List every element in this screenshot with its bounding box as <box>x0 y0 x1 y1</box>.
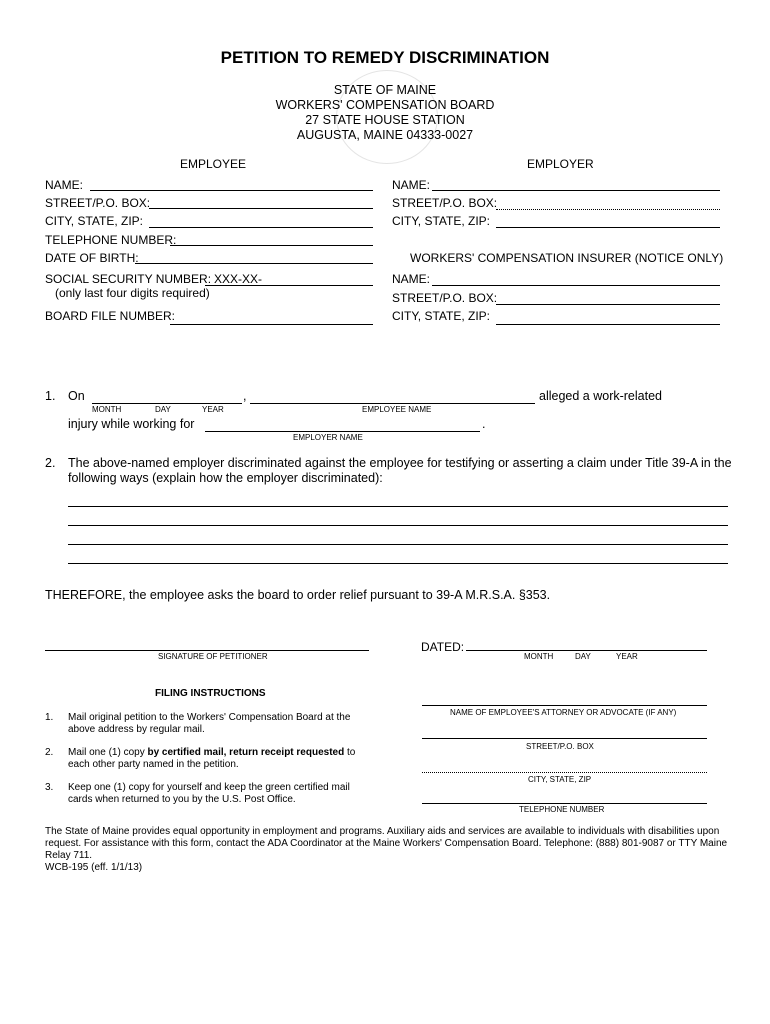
instruction-1-line2: above address by regular mail. <box>68 724 205 735</box>
employee-street-label: STREET/P.O. BOX: <box>45 196 151 210</box>
employee-heading: EMPLOYEE <box>180 157 247 171</box>
instruction-3-line2: cards when returned to you by the U.S. Post Office. <box>68 794 296 805</box>
insurer-name-label: NAME: <box>392 272 431 286</box>
attorney-name-caption: NAME OF EMPLOYEE'S ATTORNEY OR ADVOCATE (IF ANY) <box>450 708 677 717</box>
item2-number: 2. <box>45 456 56 470</box>
year-caption: YEAR <box>202 405 224 414</box>
signature-caption: SIGNATURE OF PETITIONER <box>158 652 268 661</box>
insurer-street-field[interactable] <box>496 304 720 305</box>
agency-line-3: 27 STATE HOUSE STATION <box>305 113 465 127</box>
employee-name-caption: EMPLOYEE NAME <box>362 405 432 414</box>
form-title: PETITION TO REMEDY DISCRIMINATION <box>220 48 550 67</box>
instruction-3-number: 3. <box>45 782 54 793</box>
employer-name-caption: EMPLOYER NAME <box>293 433 363 442</box>
therefore-statement: THEREFORE, the employee asks the board to order relief pursuant to 39-A M.R.S.A. §353. <box>45 588 551 602</box>
day-caption: DAY <box>155 405 171 414</box>
instruction-1-line1: Mail original petition to the Workers' Compensation Board at the <box>68 712 351 723</box>
insurer-street-label: STREET/P.O. BOX: <box>392 291 498 305</box>
employee-city-field[interactable] <box>149 227 373 228</box>
employer-city-label: CITY, STATE, ZIP: <box>392 214 491 228</box>
agency-line-2: WORKERS' COMPENSATION BOARD <box>275 98 495 112</box>
form-id: WCB-195 (eff. 1/1/13) <box>45 862 143 873</box>
item1-alleged: alleged a work-related <box>539 389 662 403</box>
employee-dob-field[interactable] <box>135 263 373 264</box>
employer-heading: EMPLOYER <box>527 157 594 171</box>
explanation-line-4[interactable] <box>68 563 728 564</box>
employer-street-field[interactable] <box>496 209 720 210</box>
employer-name-field[interactable] <box>432 190 720 191</box>
employee-phone-label: TELEPHONE NUMBER: <box>45 233 177 247</box>
attorney-street-caption: STREET/P.O. BOX <box>526 742 594 751</box>
attorney-phone-field[interactable] <box>422 803 707 804</box>
dated-label: DATED: <box>421 640 465 654</box>
dated-month-caption: MONTH <box>524 652 554 661</box>
employee-name-field[interactable] <box>90 190 373 191</box>
employee-city-label: CITY, STATE, ZIP: <box>45 214 144 228</box>
dated-day-caption: DAY <box>575 652 591 661</box>
footer-line-1: The State of Maine provides equal opportunity in employment and programs. Auxiliary aids and services are available to individuals with disabilities upon <box>45 826 720 837</box>
employee-phone-field[interactable] <box>170 245 373 246</box>
footer-line-2: request. For assistance with this form, contact the ADA Coordinator at the Maine Workers' Compensation Board. Telephone: (888) 801-9087 or TTY Maine <box>45 838 728 849</box>
insurer-name-field[interactable] <box>432 285 720 286</box>
item1-period: . <box>482 417 486 431</box>
insurer-heading: WORKERS' COMPENSATION INSURER (NOTICE ONLY) <box>410 251 724 265</box>
employee-ssn-field[interactable] <box>205 285 373 286</box>
attorney-city-field[interactable] <box>422 772 707 773</box>
item2-text-line2: following ways (explain how the employer discriminated): <box>68 471 383 485</box>
employee-ssn-label: SOCIAL SECURITY NUMBER: <box>45 272 212 286</box>
employee-ssn-value[interactable]: XXX-XX- <box>214 272 263 286</box>
explanation-line-1[interactable] <box>68 506 728 507</box>
signature-field[interactable] <box>45 650 369 651</box>
instruction-2-line2: each other party named in the petition. <box>68 759 239 770</box>
board-file-field[interactable] <box>170 324 373 325</box>
employee-name-field-item1[interactable] <box>250 403 535 404</box>
attorney-city-caption: CITY, STATE, ZIP <box>528 775 592 784</box>
employee-street-field[interactable] <box>149 208 373 209</box>
employee-dob-label: DATE OF BIRTH: <box>45 251 139 265</box>
item1-number: 1. <box>45 389 56 403</box>
explanation-line-3[interactable] <box>68 544 728 545</box>
instruction-3-line1: Keep one (1) copy for yourself and keep the green certified mail <box>68 782 350 793</box>
employer-name-label: NAME: <box>392 178 431 192</box>
employer-name-field-item1[interactable] <box>205 431 480 432</box>
instruction-2-part-c: to <box>344 747 356 758</box>
item2-text-line1: The above-named employer discriminated against the employee for testifying or asserting a claim under Title 39-A in the <box>68 456 732 470</box>
employee-ssn-note: (only last four digits required) <box>55 286 210 300</box>
employer-city-field[interactable] <box>496 227 720 228</box>
attorney-name-field[interactable] <box>422 705 707 706</box>
attorney-street-field[interactable] <box>422 738 707 739</box>
employee-name-label: NAME: <box>45 178 84 192</box>
attorney-phone-caption: TELEPHONE NUMBER <box>519 805 605 814</box>
month-caption: MONTH <box>92 405 122 414</box>
agency-line-4: AUGUSTA, MAINE 04333-0027 <box>296 128 474 142</box>
employer-street-label: STREET/P.O. BOX: <box>392 196 498 210</box>
instruction-2-part-a: Mail one (1) copy <box>68 747 148 758</box>
insurer-city-field[interactable] <box>496 324 720 325</box>
insurer-city-label: CITY, STATE, ZIP: <box>392 309 491 323</box>
dated-field[interactable] <box>466 650 707 651</box>
board-file-label: BOARD FILE NUMBER: <box>45 309 176 323</box>
explanation-line-2[interactable] <box>68 525 728 526</box>
item1-comma: , <box>243 389 247 403</box>
agency-line-1: STATE OF MAINE <box>333 83 437 97</box>
dated-year-caption: YEAR <box>616 652 638 661</box>
filing-instructions-heading: FILING INSTRUCTIONS <box>155 688 266 699</box>
incident-date-field[interactable] <box>92 403 242 404</box>
item1-on: On <box>68 389 85 403</box>
instruction-2-line1 <box>68 747 355 758</box>
item1-injury: injury while working for <box>68 417 195 431</box>
footer-line-3: Relay 711. <box>45 850 93 861</box>
instruction-2-part-b: by certified mail, return receipt requested <box>147 747 345 758</box>
instruction-1-number: 1. <box>45 712 54 723</box>
instruction-2-number: 2. <box>45 747 54 758</box>
